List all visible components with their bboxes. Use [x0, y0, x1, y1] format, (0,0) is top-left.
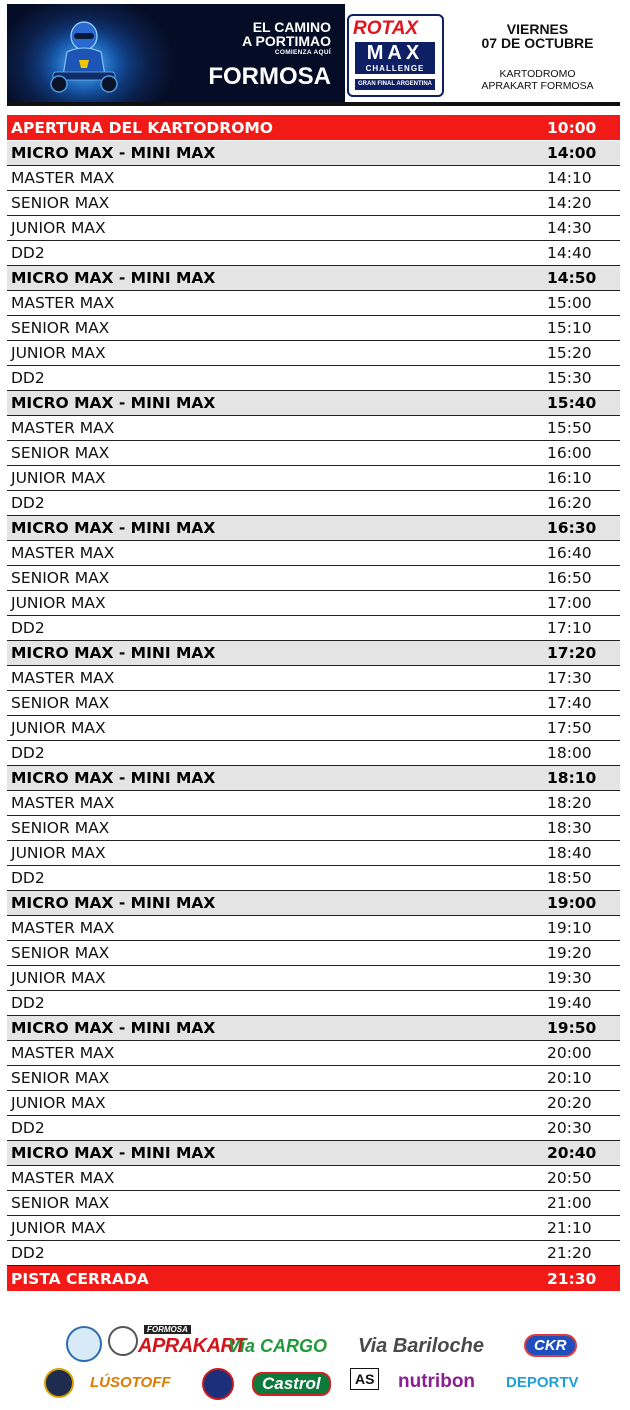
schedule-group-row: [7, 1016, 620, 1041]
session-time: 21:00: [547, 1194, 592, 1212]
schedule-group-row: [7, 891, 620, 916]
session-time: 18:00: [547, 744, 592, 762]
session-name: DD2: [11, 1244, 45, 1262]
session-name: SENIOR MAX: [11, 444, 110, 462]
session-name: MASTER MAX: [11, 544, 115, 562]
session-time: 14:10: [547, 169, 592, 187]
session-time: 17:40: [547, 694, 592, 712]
rotax-wordmark: ROTAX: [353, 18, 419, 39]
session-time: 15:30: [547, 369, 592, 387]
session-time: 14:30: [547, 219, 592, 237]
session-time: 16:20: [547, 494, 592, 512]
session-time: 20:00: [547, 1044, 592, 1062]
session-name: JUNIOR MAX: [11, 844, 106, 862]
via-cargo-logo: Vía CARGO: [228, 1336, 328, 1356]
session-time: 17:00: [547, 594, 592, 612]
session-time: 17:50: [547, 719, 592, 737]
session-name: DD2: [11, 619, 45, 637]
session-name: MICRO MAX - MINI MAX: [11, 644, 216, 662]
schedule-group-row: [7, 141, 620, 166]
schedule-row: [7, 491, 620, 516]
session-time: 16:10: [547, 469, 592, 487]
schedule-row: [7, 441, 620, 466]
schedule-row: [7, 216, 620, 241]
helmet-wreath-logo: [108, 1326, 138, 1356]
schedule-highlight-row: [7, 1266, 620, 1292]
event-banner: [7, 4, 620, 102]
schedule-row: [7, 466, 620, 491]
kart-driver-illustration: [29, 10, 139, 100]
session-time: 16:00: [547, 444, 592, 462]
schedule-row: [7, 916, 620, 941]
rotax-max-logo: [347, 14, 444, 97]
session-name: JUNIOR MAX: [11, 969, 106, 987]
schedule-row: [7, 541, 620, 566]
schedule-row: [7, 291, 620, 316]
session-name: SENIOR MAX: [11, 1069, 110, 1087]
sponsor-strip: [40, 1322, 600, 1402]
banner-divider: [7, 102, 620, 106]
schedule-row: [7, 741, 620, 766]
session-name: MICRO MAX - MINI MAX: [11, 394, 216, 412]
schedule-row: [7, 1066, 620, 1091]
schedule-row: [7, 241, 620, 266]
session-name: MASTER MAX: [11, 169, 115, 187]
banner-city: FORMOSA: [208, 63, 331, 90]
session-time: 15:40: [547, 394, 597, 412]
session-name: MASTER MAX: [11, 294, 115, 312]
session-name: MASTER MAX: [11, 1044, 115, 1062]
session-name: SENIOR MAX: [11, 819, 110, 837]
session-time: 15:10: [547, 319, 592, 337]
session-time: 14:40: [547, 244, 592, 262]
aprakart-top-text: FORMOSA: [144, 1325, 191, 1334]
session-time: 19:40: [547, 994, 592, 1012]
schedule-row: [7, 966, 620, 991]
via-bariloche-logo: Via Bariloche: [358, 1335, 484, 1357]
venue-line-2: APRAKART FORMOSA: [481, 80, 594, 92]
nutribon-logo: nutribon: [398, 1371, 476, 1392]
schedule-row: [7, 366, 620, 391]
schedule-row: [7, 866, 620, 891]
schedule-row: [7, 841, 620, 866]
schedule-group-row: [7, 266, 620, 291]
session-time: 15:20: [547, 344, 592, 362]
schedule-row: [7, 191, 620, 216]
session-name: MICRO MAX - MINI MAX: [11, 269, 216, 287]
max-wordmark: MAX: [355, 42, 435, 64]
session-time: 19:50: [547, 1019, 597, 1037]
session-time: 21:20: [547, 1244, 592, 1262]
session-time: 20:20: [547, 1094, 592, 1112]
session-time: 17:30: [547, 669, 592, 687]
as-marketing-logo: AS: [350, 1368, 379, 1390]
schedule-group-row: [7, 391, 620, 416]
schedule-row: [7, 1041, 620, 1066]
session-name: MICRO MAX - MINI MAX: [11, 519, 216, 537]
event-date-text: 07 DE OCTUBRE: [481, 35, 594, 51]
session-name: SENIOR MAX: [11, 319, 110, 337]
session-time: 16:50: [547, 569, 592, 587]
schedule-row: [7, 1241, 620, 1266]
session-name: DD2: [11, 744, 45, 762]
session-time: 20:10: [547, 1069, 592, 1087]
schedule-table: [7, 115, 620, 1292]
schedule-row: [7, 1191, 620, 1216]
schedule-row: [7, 991, 620, 1016]
session-name: MICRO MAX - MINI MAX: [11, 769, 216, 787]
session-name: MASTER MAX: [11, 794, 115, 812]
event-venue: [455, 68, 620, 92]
schedule-row: [7, 416, 620, 441]
session-time: 18:40: [547, 844, 592, 862]
session-name: DD2: [11, 1119, 45, 1137]
session-time: 19:30: [547, 969, 592, 987]
session-time: 14:00: [547, 144, 597, 162]
session-time: 18:50: [547, 869, 592, 887]
banner-info: [345, 4, 620, 102]
session-time: 19:10: [547, 919, 592, 937]
schedule-group-row: [7, 766, 620, 791]
session-time: 20:30: [547, 1119, 592, 1137]
session-name: JUNIOR MAX: [11, 219, 106, 237]
session-name: PISTA CERRADA: [11, 1269, 149, 1288]
schedule-row: [7, 166, 620, 191]
session-name: DD2: [11, 369, 45, 387]
session-time: 14:20: [547, 194, 592, 212]
deportv-logo: DEPORTV: [506, 1374, 579, 1391]
session-time: 17:20: [547, 644, 597, 662]
schedule-row: [7, 791, 620, 816]
banner-slogan: [242, 20, 331, 57]
session-name: MICRO MAX - MINI MAX: [11, 894, 216, 912]
session-name: JUNIOR MAX: [11, 1219, 106, 1237]
schedule-row: [7, 691, 620, 716]
schedule-group-row: [7, 641, 620, 666]
schedule-row: [7, 616, 620, 641]
ckr-logo: CKR: [524, 1334, 577, 1357]
venue-line-1: KARTODROMO: [499, 68, 576, 80]
schedule-group-row: [7, 516, 620, 541]
session-name: JUNIOR MAX: [11, 719, 106, 737]
schedule-row: [7, 941, 620, 966]
session-name: MICRO MAX - MINI MAX: [11, 1019, 216, 1037]
racing-club-badge: [44, 1368, 74, 1398]
session-time: 14:50: [547, 269, 597, 287]
session-name: DD2: [11, 994, 45, 1012]
session-time: 15:00: [547, 294, 592, 312]
session-time: 19:00: [547, 894, 597, 912]
schedule-row: [7, 716, 620, 741]
slogan-line-2: A PORTIMAO: [242, 33, 331, 49]
castrol-logo: Castrol: [252, 1372, 331, 1396]
event-day: VIERNES: [506, 21, 569, 37]
session-name: DD2: [11, 494, 45, 512]
schedule-row: [7, 1166, 620, 1191]
session-time: 20:50: [547, 1169, 592, 1187]
session-name: SENIOR MAX: [11, 944, 110, 962]
session-time: 21:10: [547, 1219, 592, 1237]
session-name: SENIOR MAX: [11, 694, 110, 712]
session-name: MASTER MAX: [11, 419, 115, 437]
aprakart-logo: APRAKART: [138, 1335, 246, 1357]
session-name: MASTER MAX: [11, 919, 115, 937]
schedule-row: [7, 816, 620, 841]
schedule-row: [7, 666, 620, 691]
gran-final-wordmark: GRAN FINAL ARGENTINA: [355, 79, 435, 90]
session-name: SENIOR MAX: [11, 569, 110, 587]
schedule-row: [7, 316, 620, 341]
session-name: MASTER MAX: [11, 1169, 115, 1187]
schedule-highlight-row: [7, 115, 620, 141]
session-name: DD2: [11, 244, 45, 262]
schedule-row: [7, 1091, 620, 1116]
session-time: 16:40: [547, 544, 592, 562]
schedule-row: [7, 1216, 620, 1241]
session-time: 21:30: [547, 1269, 597, 1288]
session-time: 20:40: [547, 1144, 597, 1162]
session-time: 16:30: [547, 519, 597, 537]
session-name: SENIOR MAX: [11, 1194, 110, 1212]
session-name: JUNIOR MAX: [11, 594, 106, 612]
event-date: [455, 22, 620, 50]
session-time: 18:30: [547, 819, 592, 837]
session-name: MICRO MAX - MINI MAX: [11, 1144, 216, 1162]
slogan-line-3: COMIENZA AQUÍ: [274, 49, 331, 56]
session-name: MASTER MAX: [11, 669, 115, 687]
session-time: 18:10: [547, 769, 597, 787]
formosa-province-logo: [66, 1326, 102, 1362]
session-time: 19:20: [547, 944, 592, 962]
slogan-line-1: EL CAMINO: [252, 19, 331, 35]
session-time: 10:00: [547, 118, 597, 137]
schedule-group-row: [7, 1141, 620, 1166]
session-name: JUNIOR MAX: [11, 469, 106, 487]
schedule-row: [7, 1116, 620, 1141]
challenge-wordmark: CHALLENGE: [355, 64, 435, 74]
session-time: 15:50: [547, 419, 592, 437]
session-name: DD2: [11, 869, 45, 887]
lusotoff-logo: LÚSOTOFF: [90, 1374, 171, 1391]
session-time: 17:10: [547, 619, 592, 637]
automobile-club-badge: [202, 1368, 234, 1400]
schedule-row: [7, 341, 620, 366]
session-name: SENIOR MAX: [11, 194, 110, 212]
session-name: JUNIOR MAX: [11, 1094, 106, 1112]
banner-artwork: [7, 4, 345, 102]
session-name: APERTURA DEL KARTODROMO: [11, 118, 273, 137]
session-time: 18:20: [547, 794, 592, 812]
schedule-row: [7, 591, 620, 616]
session-name: JUNIOR MAX: [11, 344, 106, 362]
session-name: MICRO MAX - MINI MAX: [11, 144, 216, 162]
schedule-row: [7, 566, 620, 591]
